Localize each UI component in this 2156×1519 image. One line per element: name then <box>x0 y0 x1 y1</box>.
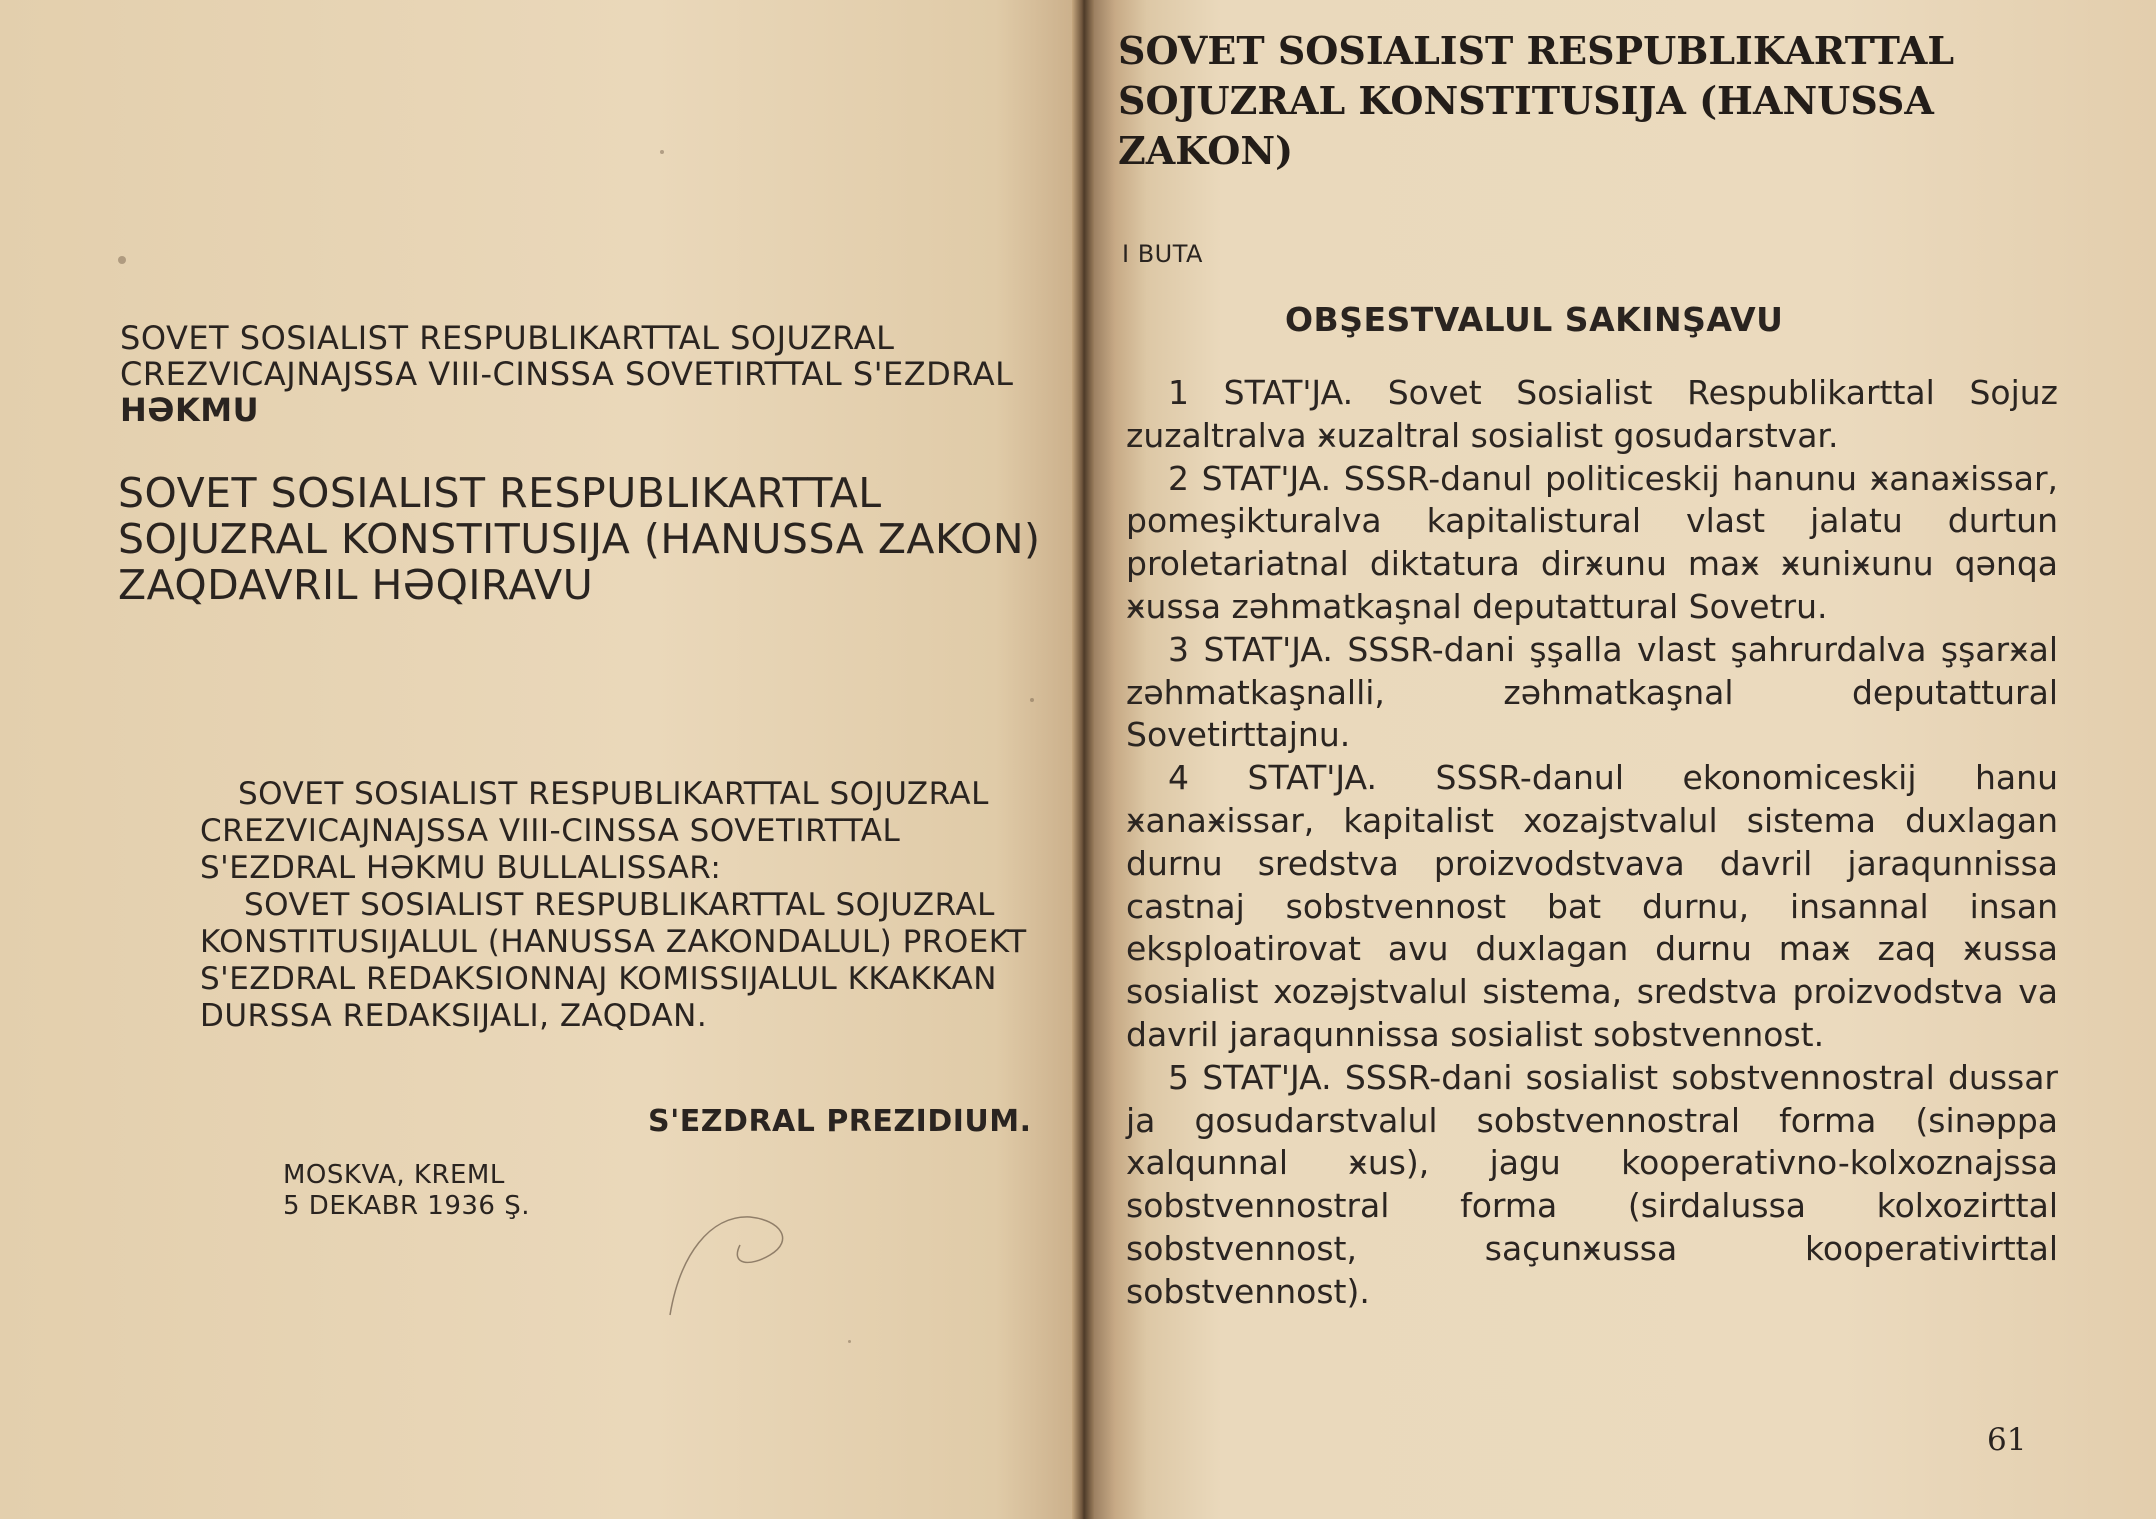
page-number: 61 <box>1987 1422 2027 1458</box>
article-5: 5 STAT'JA. SSSR-dani sosialist sobstvennostral dussar ja gosudarstvalul sobstvennostral forma (sinəppa xalqunnal ӿus), jagu kooperativno-kolxoznajssa sobstvennostral forma (sirdalussa kolxozirttal sobstvennost, saçunӿussa kooperativirttal sobstvennost). <box>1126 1057 2058 1311</box>
decree-paragraph: SOVET SOSIALIST RESPUBLIKARTTAL SOJUZRAL KONSTITUSIJALUL (HANUSSA ZAKONDALUL) PROEKT S'EZDRAL REDAKSIONNAJ KOMISSIJALUL KKAKKAN DURSSA REDAKSIJALI, ZAQDAN. <box>200 887 1027 1034</box>
constitution-articles <box>1126 372 2058 1314</box>
decree-text <box>200 776 1060 1035</box>
heading-text: SOVET SOSIALIST RESPUBLIKARTTAL SOJUZRAL CREZVICAJNAJSSA VIII-CINSSA SOVETIRTTAL S'EZDRAL <box>120 319 1014 393</box>
place-line: MOSKVA, KREML <box>283 1160 505 1190</box>
article-1: 1 STAT'JA. Sovet Sosialist Respublikarttal Sojuz zuzaltralva ӿuzaltral sosialist gosudarstvar. <box>1126 373 2058 455</box>
place-and-date <box>283 1160 530 1222</box>
pencil-scribble-icon <box>650 1195 810 1325</box>
constitution-approval-heading: SOVET SOSIALIST RESPUBLIKARTTAL SOJUZRAL KONSTITUSIJA (HANUSSA ZAKON) ZAQDAVRIL HƏQIRAVU <box>118 469 1041 609</box>
section-label: I BUTA <box>1122 240 1203 268</box>
article-4: 4 STAT'JA. SSSR-danul ekonomiceskij hanu ӿanaӿissar, kapitalist xozajstvalul sistema duxlagan durnu sredstva proizvodstvava davril jaraqunnissa castnaj sobstvennost bat durnu, insannal insan eksploatirovat avu duxlagan durnu maӿ zaq ӿussa sosialist xozəjstvalul sistema, sredstva proizvodstva va davril jaraqunnissa sosialist sobstvennost. <box>1126 758 2058 1054</box>
article-3: 3 STAT'JA. SSSR-dani şşalla vlast şahrurdalva şşarӿal zəhmatkaşnalli, zəhmatkaşnal deputattural Sovetirttajnu. <box>1126 629 2058 755</box>
paper-speck <box>660 150 664 154</box>
chapter-title: OBŞESTVALUL SAKINŞAVU <box>1285 300 1784 339</box>
decree-paragraph: SOVET SOSIALIST RESPUBLIKARTTAL SOJUZRAL CREZVICAJNAJSSA VIII-CINSSA SOVETIRTTAL S'EZDRAL HƏKMU BULLALISSAR: <box>200 776 989 886</box>
constitution-title: SOVET SOSIALIST RESPUBLIKARTTAL SOJUZRAL KONSTITUSIJA (HANUSSA ZAKON) <box>1118 28 1955 173</box>
presidium-signature: S'EZDRAL PREZIDIUM. <box>648 1104 1032 1139</box>
paper-speck <box>1030 698 1034 702</box>
article-2: 2 STAT'JA. SSSR-danul politiceskij hanunu ӿanaӿissar, pomeşikturalva kapitalistural vlast jalatu durtun proletariatnal diktatura dirӿunu maӿ ӿuniӿunu qənqa ӿussa zəhmatkaşnal deputattural Sovetru. <box>1126 458 2058 626</box>
date-line: 5 DEKABR 1936 Ş. <box>283 1191 531 1221</box>
paper-speck <box>118 256 126 264</box>
paper-speck <box>848 1340 851 1343</box>
congress-resolution-heading <box>120 320 1020 428</box>
heading-bold-word: HƏKMU <box>120 391 260 429</box>
